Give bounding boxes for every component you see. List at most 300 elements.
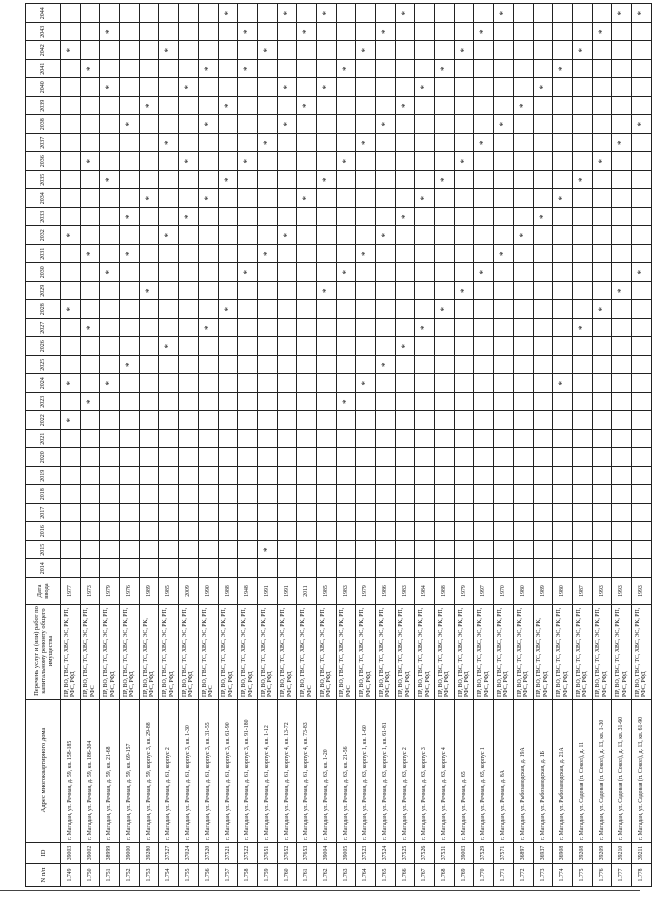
year-cell [61,208,81,227]
year-cell: * [395,97,415,116]
year-cell [316,522,336,541]
year-cell [297,356,317,375]
year-cell [592,263,612,282]
year-cell [139,430,159,449]
year-cell: * [395,208,415,227]
year-cell [277,97,297,116]
year-cell [257,4,277,23]
year-cell [100,467,120,486]
year-cell [316,430,336,449]
year-cell [533,23,553,42]
year-cell [435,541,455,560]
year-cell [572,115,592,134]
year-cell [198,245,218,264]
year-cell [395,430,415,449]
year-cell [513,522,533,541]
year-cell [80,504,100,523]
row-works: ПР, ВО, ГВС, ТС, ХВС, ЭС, РК, РП, РФС [297,605,317,700]
row-id: 39209 [592,843,612,864]
year-cell [238,300,258,319]
year-cell [631,189,651,208]
year-cell: * [553,189,573,208]
year-cell: * [533,208,553,227]
row-works: ПР, ВО, ГВС, ТС, ХВС, ЭС, РК, РП, РФС, РФД [277,605,297,700]
year-cell [257,522,277,541]
year-cell [592,393,612,412]
year-cell [494,97,514,116]
year-cell [120,504,140,523]
year-cell [513,337,533,356]
year-cell [218,78,238,97]
year-cell [356,208,376,227]
year-cell [257,467,277,486]
year-cell [612,41,632,60]
year-cell [474,467,494,486]
year-cell [179,134,199,153]
year-cell [356,337,376,356]
year-cell [316,208,336,227]
year-cell: * [572,171,592,190]
year-cell [179,41,199,60]
year-cell [533,226,553,245]
row-date: 1989 [533,578,553,605]
year-cell [376,60,396,79]
row-num: 1.778 [631,864,651,887]
year-cell [592,245,612,264]
year-cell [297,337,317,356]
year-cell [218,522,238,541]
year-cell [474,374,494,393]
year-cell [80,485,100,504]
year-cell [257,208,277,227]
year-cell [336,78,356,97]
year-cell [120,134,140,153]
year-cell [179,115,199,134]
year-cell [238,245,258,264]
year-cell [198,374,218,393]
year-cell [572,263,592,282]
year-cell [179,300,199,319]
year-cell [120,541,140,560]
year-cell [277,282,297,301]
year-cell [61,282,81,301]
row-num: 1.749 [61,864,81,887]
year-cell [454,559,474,578]
year-cell [435,97,455,116]
year-cell [336,411,356,430]
year-cell [277,337,297,356]
row-works: ПР, ВО, ГВС, ТС, ХВС, ЭС, РК, РП, РФС, РФД [179,605,199,700]
year-cell [376,78,396,97]
year-cell [435,559,455,578]
year-cell [218,467,238,486]
year-cell [316,23,336,42]
table-body [61,4,652,887]
row-works: ПР, ВО, ГВС, ТС, ХВС, ЭС, РК, РП, РФС, РФД [435,605,455,700]
year-cell [572,78,592,97]
year-cell [198,282,218,301]
year-cell [277,411,297,430]
row-address: г. Магадан, ул. Речная, д. 63, корпус 4 [435,700,455,843]
year-cell [257,115,277,134]
year-cell [553,282,573,301]
year-cell [415,23,435,42]
year-cell [179,374,199,393]
year-cell [179,97,199,116]
year-cell [513,485,533,504]
table-row [277,4,297,887]
year-cell [277,300,297,319]
year-cell [415,152,435,171]
year-cell [454,300,474,319]
year-cell [218,189,238,208]
year-cell [592,337,612,356]
year-cell [120,485,140,504]
year-cell: * [415,319,435,338]
year-cell [631,485,651,504]
year-cell [159,245,179,264]
row-id: 37522 [238,843,258,864]
year-cell [612,23,632,42]
year-cell [238,430,258,449]
year-cell [218,115,238,134]
row-works: ПР, ВО, ГВС, ТС, ХВС, ЭС, РК, РП, РФС, РФД [61,605,81,700]
year-cell [356,393,376,412]
year-cell [257,430,277,449]
year-cell [277,393,297,412]
year-cell [435,319,455,338]
year-cell [61,541,81,560]
year-cell [100,504,120,523]
year-cell [159,78,179,97]
year-cell [513,411,533,430]
year-cell [553,300,573,319]
header-year: 2036 [26,152,61,171]
header-year: 2020 [26,448,61,467]
year-cell [238,374,258,393]
row-address: г. Магадан, ул. Речная, д. 63, корпус 1, кв. 61-81 [376,700,396,843]
row-date: 1979 [100,578,120,605]
year-cell [415,208,435,227]
row-num: 1.759 [257,864,277,887]
year-cell [139,448,159,467]
year-cell [179,282,199,301]
year-cell [356,97,376,116]
year-cell [631,78,651,97]
year-cell [61,467,81,486]
year-cell [474,115,494,134]
year-cell [61,245,81,264]
year-cell [494,467,514,486]
year-cell [395,60,415,79]
year-cell [415,245,435,264]
year-cell [494,337,514,356]
year-cell: * [494,245,514,264]
year-cell: * [592,23,612,42]
year-cell [277,467,297,486]
year-cell [572,467,592,486]
year-cell [316,337,336,356]
table-row [159,4,179,887]
row-num: 1.774 [553,864,573,887]
row-num: 1.753 [139,864,159,887]
year-cell [336,23,356,42]
row-id: 37521 [218,843,238,864]
year-cell [474,189,494,208]
row-date: 1973 [80,578,100,605]
year-cell [297,208,317,227]
year-cell [376,559,396,578]
year-cell [435,356,455,375]
year-cell [415,356,435,375]
header-year: 2024 [26,374,61,393]
year-cell [376,300,396,319]
year-cell [454,4,474,23]
year-cell [120,337,140,356]
row-works: ПР, ВО, ГВС, ТС, ХВС, ЭС, РК, РП, РФС, РФД [494,605,514,700]
table-row [61,4,81,887]
year-cell [376,393,396,412]
year-cell: * [474,263,494,282]
year-cell [415,430,435,449]
year-cell [474,60,494,79]
year-cell [80,263,100,282]
year-cell [316,467,336,486]
year-cell [494,393,514,412]
year-cell [572,448,592,467]
row-id: 39003 [454,843,474,864]
year-cell [316,41,336,60]
year-cell [316,226,336,245]
row-works: ПР, ВО, ГВС, ТС, ХВС, ЭС, РК, РП, РФС, РФД [120,605,140,700]
year-cell [533,504,553,523]
year-cell [316,559,336,578]
year-cell [238,541,258,560]
year-cell [592,78,612,97]
year-cell [238,208,258,227]
row-date: 1991 [277,578,297,605]
row-num: 1.776 [592,864,612,887]
year-cell [139,504,159,523]
year-cell [218,485,238,504]
year-cell [395,522,415,541]
year-cell [238,319,258,338]
year-cell [356,23,376,42]
year-cell [513,541,533,560]
year-cell [80,430,100,449]
year-cell [435,393,455,412]
row-works: ПР, ВО, ГВС, ТС, ХВС, ЭС, РК, РП, РФС [336,605,356,700]
year-cell [356,263,376,282]
year-cell [316,263,336,282]
row-address: г. Магадан, ул. Речная, д. 59, кв. 69-157 [120,700,140,843]
year-cell [631,226,651,245]
year-cell [513,171,533,190]
year-cell [218,319,238,338]
year-cell [139,134,159,153]
year-cell [592,189,612,208]
year-cell [533,430,553,449]
year-cell [198,541,218,560]
year-cell [297,504,317,523]
year-cell: * [238,23,258,42]
year-cell [553,319,573,338]
row-id: 39208 [572,843,592,864]
year-cell [553,356,573,375]
year-cell: * [100,78,120,97]
year-cell [277,356,297,375]
year-cell [297,245,317,264]
year-cell [139,300,159,319]
year-cell [533,4,553,23]
year-cell [395,226,415,245]
year-cell [513,152,533,171]
year-cell: * [80,60,100,79]
year-cell [120,78,140,97]
year-cell [100,485,120,504]
row-works: ПР, ВО, ГВС, ТС, ХВС, ЭС, РК, РФС, РФД [139,605,159,700]
year-cell [612,97,632,116]
header-year: 2021 [26,430,61,449]
year-cell [218,152,238,171]
year-cell [218,411,238,430]
year-cell [120,171,140,190]
year-cell: * [100,374,120,393]
year-cell [100,300,120,319]
year-cell [454,430,474,449]
year-cell [100,60,120,79]
year-cell [395,282,415,301]
year-cell [61,134,81,153]
year-cell [297,319,317,338]
year-cell [592,467,612,486]
year-cell [139,356,159,375]
year-cell [592,485,612,504]
year-cell [435,485,455,504]
row-date: 1976 [120,578,140,605]
year-cell [631,337,651,356]
row-id: 37531 [435,843,455,864]
year-cell [218,430,238,449]
year-cell [395,485,415,504]
row-id: 37520 [198,843,218,864]
year-cell [257,374,277,393]
row-date: 1989 [139,578,159,605]
year-cell [533,115,553,134]
year-cell [257,356,277,375]
row-date: 1988 [218,578,238,605]
year-cell [572,282,592,301]
year-cell [297,282,317,301]
row-date: 1988 [435,578,455,605]
year-cell [553,245,573,264]
header-year: 2029 [26,282,61,301]
year-cell [277,23,297,42]
year-cell [297,60,317,79]
year-cell [179,504,199,523]
year-cell [238,189,258,208]
year-cell [494,300,514,319]
row-date: 2011 [297,578,317,605]
year-cell [494,134,514,153]
year-cell [572,23,592,42]
year-cell [198,41,218,60]
table-row [139,4,159,887]
year-cell [277,208,297,227]
year-cell [80,522,100,541]
year-cell [533,300,553,319]
year-cell [316,504,336,523]
year-cell: * [533,78,553,97]
year-cell [435,189,455,208]
header-date: Дата ввода [26,578,61,605]
year-cell [238,522,258,541]
table-row [631,4,651,887]
year-cell [533,171,553,190]
year-cell [316,541,336,560]
year-cell [415,374,435,393]
year-cell [435,448,455,467]
row-date: 1987 [572,578,592,605]
year-cell: * [513,226,533,245]
row-address: г. Магадан, ул. Речная, д. 63, корпус 1, кв. 1-60 [356,700,376,843]
year-cell [238,559,258,578]
year-cell [120,97,140,116]
table-row [415,4,435,887]
year-cell [198,411,218,430]
year-cell [592,430,612,449]
year-cell [592,411,612,430]
row-date: 1986 [376,578,396,605]
year-cell [533,559,553,578]
year-cell [100,245,120,264]
year-cell [198,485,218,504]
year-cell [336,356,356,375]
year-cell: * [572,319,592,338]
year-cell [376,411,396,430]
year-cell [336,430,356,449]
year-cell [513,115,533,134]
year-cell [513,374,533,393]
year-cell [356,356,376,375]
year-cell [513,319,533,338]
year-cell [277,485,297,504]
year-cell: * [592,300,612,319]
row-num: 1.777 [612,864,632,887]
year-cell: * [61,300,81,319]
row-date: 1977 [61,578,81,605]
table-row [120,4,140,887]
row-works: ПР, ВО, ГВС, ТС, ХВС, ЭС, РК, РП, РФС, РФД [316,605,336,700]
year-cell [494,60,514,79]
year-cell: * [612,134,632,153]
year-cell [494,559,514,578]
year-cell [356,78,376,97]
year-cell [257,300,277,319]
year-cell [415,226,435,245]
header-year: 2043 [26,23,61,42]
year-cell [336,319,356,338]
year-cell [179,393,199,412]
year-cell [454,134,474,153]
year-cell [612,430,632,449]
year-cell [415,411,435,430]
year-cell [316,319,336,338]
year-cell [513,41,533,60]
header-year: 2041 [26,60,61,79]
year-cell [356,115,376,134]
row-id: 37529 [474,843,494,864]
